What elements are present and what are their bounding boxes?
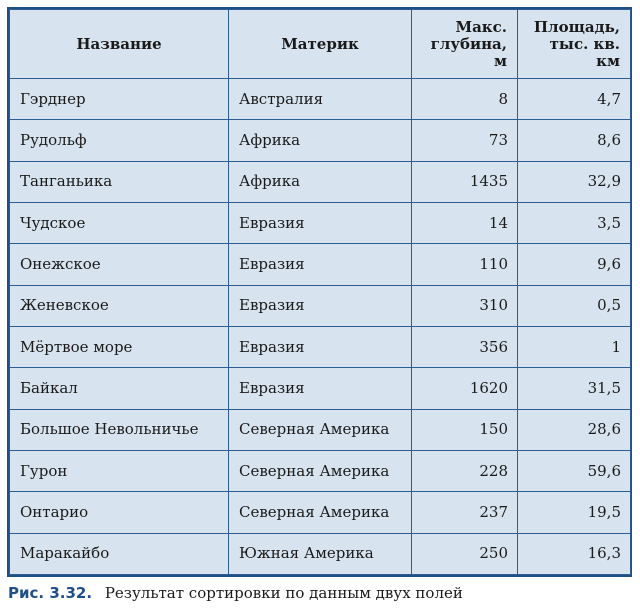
cell-depth: 250	[412, 533, 518, 574]
cell-depth: 228	[412, 450, 518, 491]
cell-area: 8,6	[518, 120, 631, 161]
table-row	[10, 202, 631, 243]
table-row	[10, 409, 631, 450]
cell-depth: 1435	[412, 161, 518, 202]
cell-area: 4,7	[518, 79, 631, 120]
table-header-row	[10, 10, 631, 79]
cell-name: Большое Невольничье	[10, 409, 229, 450]
cell-depth: 310	[412, 285, 518, 326]
header-max-depth: Макс. глубина, м	[412, 10, 518, 79]
cell-continent: Африка	[229, 161, 412, 202]
table-body	[10, 79, 631, 575]
cell-area: 32,9	[518, 161, 631, 202]
table-row	[10, 326, 631, 367]
table-row	[10, 368, 631, 409]
table-row	[10, 492, 631, 533]
cell-continent: Австралия	[229, 79, 412, 120]
cell-continent: Евразия	[229, 285, 412, 326]
cell-depth: 356	[412, 326, 518, 367]
cell-name: Маракайбо	[10, 533, 229, 574]
cell-continent: Африка	[229, 120, 412, 161]
cell-area: 1	[518, 326, 631, 367]
cell-area: 16,3	[518, 533, 631, 574]
cell-area: 19,5	[518, 492, 631, 533]
cell-name: Женевское	[10, 285, 229, 326]
cell-area: 59,6	[518, 450, 631, 491]
cell-name: Гурон	[10, 450, 229, 491]
cell-continent: Евразия	[229, 368, 412, 409]
cell-continent: Северная Америка	[229, 409, 412, 450]
cell-name: Гэрднер	[10, 79, 229, 120]
cell-continent: Евразия	[229, 244, 412, 285]
table-row	[10, 244, 631, 285]
cell-continent: Южная Америка	[229, 533, 412, 574]
cell-name: Танганьика	[10, 161, 229, 202]
table-row	[10, 450, 631, 491]
cell-area: 9,6	[518, 244, 631, 285]
cell-continent: Северная Америка	[229, 450, 412, 491]
table-row	[10, 285, 631, 326]
cell-area: 31,5	[518, 368, 631, 409]
table-row	[10, 120, 631, 161]
table-row	[10, 533, 631, 574]
table-row	[10, 161, 631, 202]
cell-area: 28,6	[518, 409, 631, 450]
cell-name: Онежское	[10, 244, 229, 285]
cell-depth: 14	[412, 202, 518, 243]
lakes-table	[9, 9, 631, 575]
table-row	[10, 79, 631, 120]
cell-depth: 110	[412, 244, 518, 285]
cell-depth: 8	[412, 79, 518, 120]
figure-caption-text: Результат сортировки по данным двух полей	[104, 584, 463, 602]
cell-name: Чудское	[10, 202, 229, 243]
cell-continent: Евразия	[229, 326, 412, 367]
header-continent: Материк	[229, 10, 412, 79]
cell-name: Онтарио	[10, 492, 229, 533]
figure-caption	[8, 584, 463, 602]
cell-depth: 73	[412, 120, 518, 161]
cell-depth: 237	[412, 492, 518, 533]
cell-name: Байкал	[10, 368, 229, 409]
figure-label: Рис. 3.32.	[8, 584, 93, 602]
lakes-table-frame	[7, 7, 632, 577]
cell-name: Мёртвое море	[10, 326, 229, 367]
cell-name: Рудольф	[10, 120, 229, 161]
cell-depth: 150	[412, 409, 518, 450]
cell-area: 3,5	[518, 202, 631, 243]
header-name: Название	[10, 10, 229, 79]
cell-continent: Евразия	[229, 202, 412, 243]
cell-area: 0,5	[518, 285, 631, 326]
cell-continent: Северная Америка	[229, 492, 412, 533]
header-area: Площадь, тыс. кв. км	[518, 10, 631, 79]
cell-depth: 1620	[412, 368, 518, 409]
